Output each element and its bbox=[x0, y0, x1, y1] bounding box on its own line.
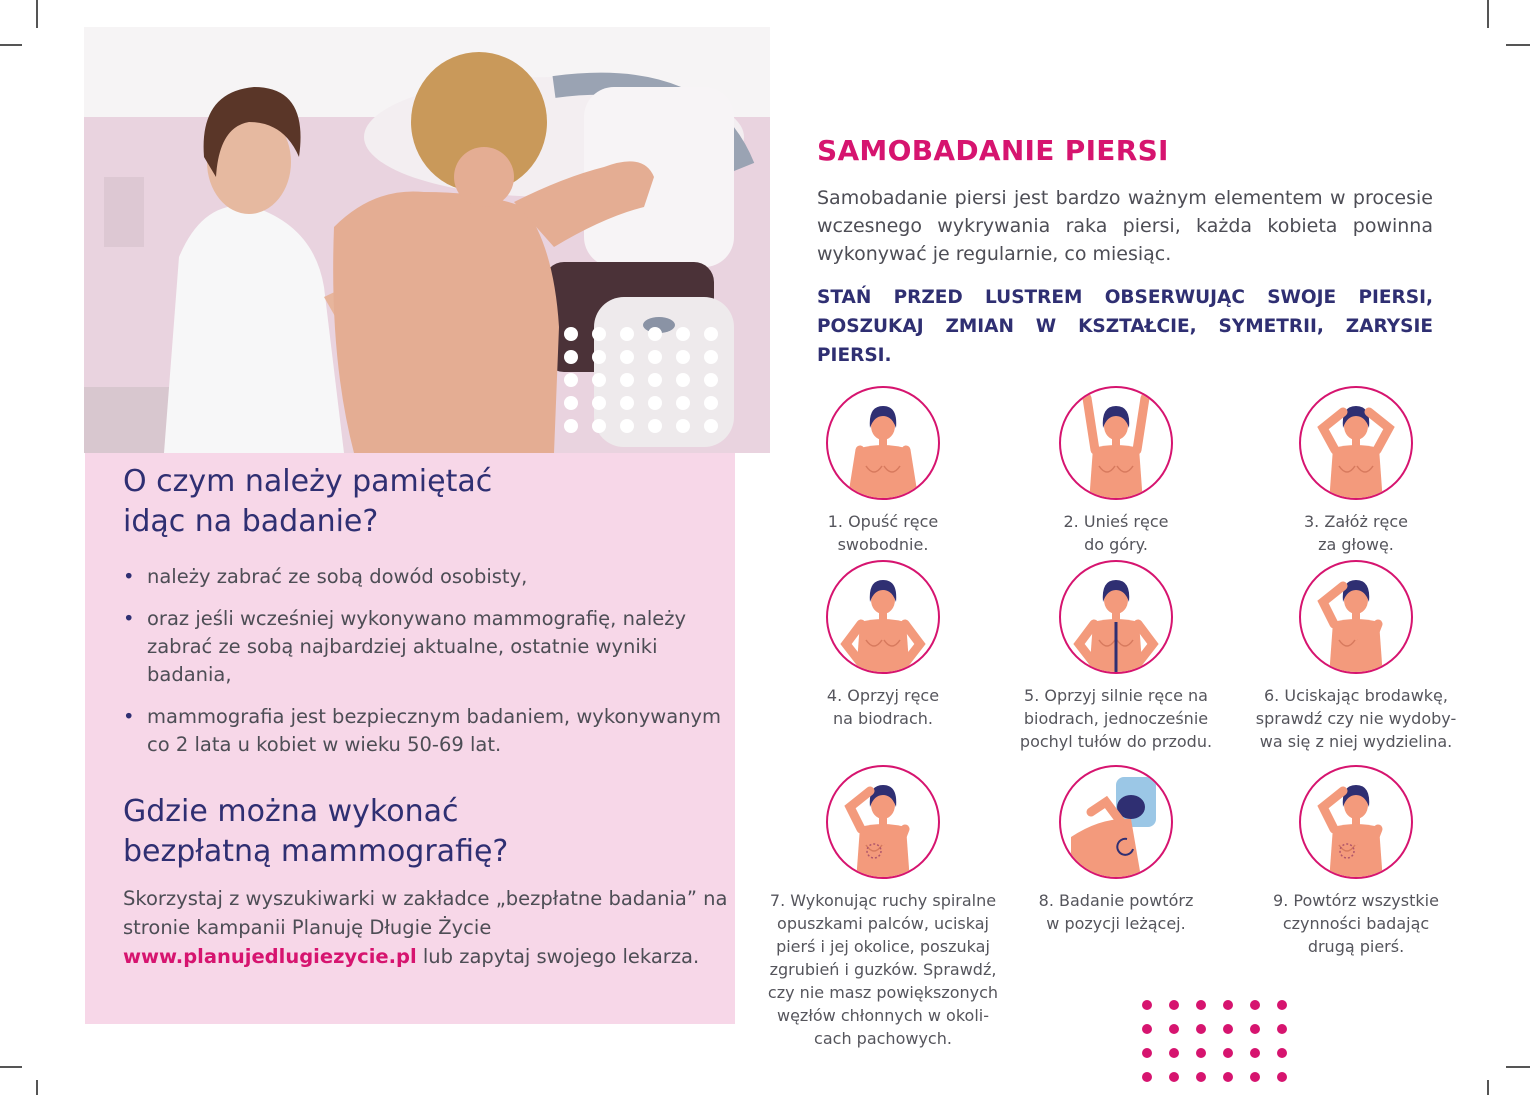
step-3 bbox=[1236, 386, 1476, 556]
step-8 bbox=[996, 765, 1236, 935]
step-caption bbox=[996, 510, 1236, 556]
dot bbox=[620, 419, 634, 433]
dot bbox=[648, 419, 662, 433]
dot bbox=[676, 373, 690, 387]
dot bbox=[620, 373, 634, 387]
mammography-photo bbox=[84, 27, 770, 453]
heading-line: idąc na badanie? bbox=[123, 504, 379, 539]
step-caption bbox=[763, 510, 1003, 556]
dot bbox=[676, 419, 690, 433]
caption-line: opuszkami palców, uciskaj bbox=[777, 914, 989, 933]
dot bbox=[1142, 1048, 1152, 1058]
crop-mark bbox=[0, 1066, 22, 1068]
step-caption bbox=[996, 889, 1236, 935]
crop-mark bbox=[0, 44, 22, 46]
dot bbox=[1196, 1024, 1206, 1034]
intro-paragraph: Samobadanie piersi jest bardzo ważnym elementem w procesie wczesnego wykrywania raka piersi, każda kobieta powinna wykonywać je regularnie, co miesiąc. bbox=[817, 187, 1433, 265]
crop-mark bbox=[1506, 1066, 1530, 1068]
squeeze-nipple-icon bbox=[1299, 560, 1413, 674]
dot bbox=[1223, 1048, 1233, 1058]
step-caption bbox=[763, 889, 1003, 1050]
dot bbox=[676, 350, 690, 364]
heading-line: bezpłatną mammografię? bbox=[123, 834, 509, 869]
caption-line: biodrach, jednocześnie bbox=[1023, 709, 1209, 728]
step-4 bbox=[763, 560, 1003, 730]
dot bbox=[1142, 1024, 1152, 1034]
dot bbox=[1250, 1072, 1260, 1082]
dot bbox=[1277, 1072, 1287, 1082]
crop-mark bbox=[1487, 0, 1489, 28]
arms-up-icon bbox=[1059, 386, 1173, 500]
dot bbox=[620, 396, 634, 410]
dot bbox=[1250, 1000, 1260, 1010]
caption-line: 2. Unieś ręce bbox=[1063, 512, 1169, 531]
decorative-dots bbox=[1142, 1000, 1287, 1082]
arms-down-icon bbox=[826, 386, 940, 500]
dot bbox=[676, 327, 690, 341]
caption-line: wa się z niej wydzielina. bbox=[1259, 732, 1453, 751]
website-link[interactable]: www.planujedlugiezycie.pl bbox=[123, 945, 417, 968]
step-5 bbox=[996, 560, 1236, 753]
dot bbox=[1142, 1072, 1152, 1082]
spiral-exam-icon bbox=[826, 765, 940, 879]
dot bbox=[1169, 1072, 1179, 1082]
dot bbox=[592, 419, 606, 433]
dot bbox=[592, 396, 606, 410]
dot bbox=[648, 373, 662, 387]
crop-mark bbox=[36, 1080, 38, 1095]
info-paragraph bbox=[123, 884, 733, 971]
list-item: • oraz jeśli wcześniej wykonywano mammografię, należy zabrać ze sobą najbardziej aktualne, ostatnie wyniki badania, bbox=[123, 605, 723, 689]
caption-line: węzłów chłonnych w okoli- bbox=[777, 1006, 989, 1025]
step-caption bbox=[996, 684, 1236, 753]
dot bbox=[648, 396, 662, 410]
caption-line: zgrubień i guzków. Sprawdź, bbox=[769, 960, 997, 979]
dot bbox=[592, 350, 606, 364]
dot bbox=[676, 396, 690, 410]
crop-mark bbox=[36, 0, 38, 28]
caption-line: drugą pierś. bbox=[1307, 937, 1405, 956]
caption-line: do góry. bbox=[1084, 535, 1148, 554]
dot bbox=[1169, 1024, 1179, 1034]
step-6 bbox=[1236, 560, 1476, 753]
caption-line: sprawdź czy nie wydoby- bbox=[1255, 709, 1457, 728]
dot bbox=[1223, 1072, 1233, 1082]
dot bbox=[1142, 1000, 1152, 1010]
heading-line: Gdzie można wykonać bbox=[123, 794, 459, 829]
dot bbox=[564, 396, 578, 410]
dot bbox=[1196, 1048, 1206, 1058]
caption-line: 1. Opuść ręce bbox=[827, 512, 939, 531]
step-2 bbox=[996, 386, 1236, 556]
dot bbox=[564, 350, 578, 364]
page-title: SAMOBADANIE PIERSI bbox=[817, 134, 1169, 167]
dot bbox=[564, 419, 578, 433]
step-caption bbox=[763, 684, 1003, 730]
decorative-dots bbox=[564, 327, 718, 433]
dot bbox=[1250, 1024, 1260, 1034]
heading-remember bbox=[123, 462, 492, 542]
step-9 bbox=[1236, 765, 1476, 958]
caption-line: czynności badając bbox=[1282, 914, 1430, 933]
caption-line: czy nie masz powiększonych bbox=[767, 983, 999, 1002]
caption-line: pierś i jej okolice, poszukaj bbox=[776, 937, 990, 956]
caption-line: 6. Uciskając brodawkę, bbox=[1264, 686, 1448, 705]
lean-forward-icon bbox=[1059, 560, 1173, 674]
dot bbox=[704, 327, 718, 341]
step-7 bbox=[763, 765, 1003, 1050]
dot bbox=[704, 419, 718, 433]
dot bbox=[564, 327, 578, 341]
caption-line: 5. Oprzyj silnie ręce na bbox=[1024, 686, 1208, 705]
caption-line: 9. Powtórz wszystkie bbox=[1273, 891, 1439, 910]
step-caption bbox=[1236, 889, 1476, 958]
hands-behind-head-icon bbox=[1299, 386, 1413, 500]
instruction-heading: STAŃ PRZED LUSTREM OBSERWUJĄC SWOJE PIERSI, POSZUKAJ ZMIAN W KSZTAŁCIE, SYMETRII, ZARYSIE PIERSI. bbox=[817, 287, 1433, 366]
lying-down-icon bbox=[1059, 765, 1173, 879]
caption-line: pochyl tułów do przodu. bbox=[1019, 732, 1213, 751]
dot bbox=[648, 327, 662, 341]
crop-mark bbox=[1506, 44, 1530, 46]
caption-line: 4. Oprzyj ręce bbox=[826, 686, 940, 705]
caption-line: 3. Załóż ręce bbox=[1304, 512, 1408, 531]
caption-line: 8. Badanie powtórz bbox=[1038, 891, 1194, 910]
dot bbox=[1196, 1000, 1206, 1010]
dot bbox=[1277, 1000, 1287, 1010]
heading-line: O czym należy pamiętać bbox=[123, 464, 493, 499]
heading-where bbox=[123, 792, 508, 872]
dot bbox=[1277, 1048, 1287, 1058]
dot bbox=[1169, 1000, 1179, 1010]
remember-list bbox=[123, 563, 723, 773]
caption-line: na biodrach. bbox=[833, 709, 933, 728]
caption-line: cach pachowych. bbox=[814, 1029, 952, 1048]
dot bbox=[648, 350, 662, 364]
dot bbox=[704, 396, 718, 410]
step-caption bbox=[1236, 510, 1476, 556]
hands-on-hips-icon bbox=[826, 560, 940, 674]
list-item: • należy zabrać ze sobą dowód osobisty, bbox=[123, 563, 723, 591]
info-tail: lub zapytaj swojego lekarza. bbox=[422, 945, 700, 968]
dot bbox=[1223, 1024, 1233, 1034]
info-text: Skorzystaj z wyszukiwarki w zakładce „bezpłatne badania” na stronie kampanii Planuję Długie Życie bbox=[123, 887, 728, 939]
step-1 bbox=[763, 386, 1003, 556]
dot bbox=[564, 373, 578, 387]
other-breast-icon bbox=[1299, 765, 1413, 879]
caption-line: 7. Wykonując ruchy spiralne bbox=[769, 891, 997, 910]
caption-line: w pozycji leżącej. bbox=[1046, 914, 1186, 933]
crop-mark bbox=[1487, 1080, 1489, 1095]
dot bbox=[1250, 1048, 1260, 1058]
dot bbox=[592, 327, 606, 341]
dot bbox=[704, 373, 718, 387]
dot bbox=[620, 350, 634, 364]
dot bbox=[704, 350, 718, 364]
dot bbox=[1196, 1072, 1206, 1082]
caption-line: za głowę. bbox=[1318, 535, 1394, 554]
dot bbox=[1277, 1024, 1287, 1034]
caption-line: swobodnie. bbox=[837, 535, 929, 554]
dot bbox=[1223, 1000, 1233, 1010]
list-item: • mammografia jest bezpiecznym badaniem, wykonywanym co 2 lata u kobiet w wieku 50-69 lat. bbox=[123, 703, 723, 759]
dot bbox=[1169, 1048, 1179, 1058]
step-caption bbox=[1236, 684, 1476, 753]
dot bbox=[592, 373, 606, 387]
dot bbox=[620, 327, 634, 341]
